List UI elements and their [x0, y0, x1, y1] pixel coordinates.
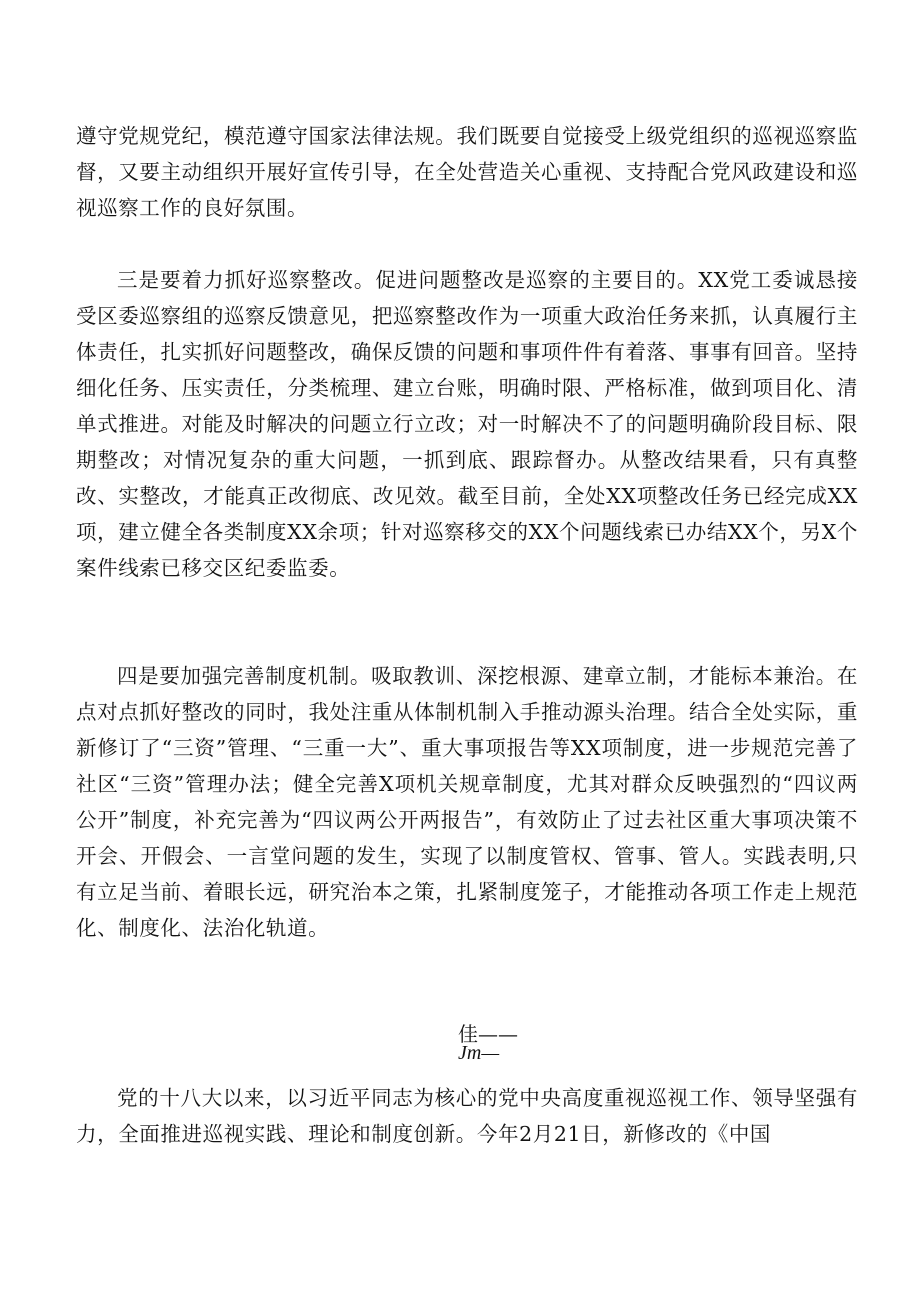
paragraph-institution: 四是要加强完善制度机制。吸取教训、深挖根源、建章立制，才能标本兼治。在点对点抓好整改的同时，我处注重从体制机制入手推动源头治理。结合全处实际，重新修订了“三资”管理、“三重一大”、重大事项报告等XX项制度，进一步规范完善了社区“三资”管理办法；健全完善X项机关规章制度，尤其对群众反映强烈的“四议两公开”制度，补充完善为“四议两公开两报告”，有效防止了过去社区重大事项决策不开会、开假会、一言堂问题的发生，实现了以制度管权、管事、管人。实践表明,只有立足当前、着眼长远，研究治本之策，扎紧制度笼子，才能推动各项工作走上规范化、制度化、法治化轨道。	[76, 664, 858, 940]
paragraph-inspection-intro: 党的十八大以来，以习近平同志为核心的党中央高度重视巡视工作、领导坚强有力，全面推进巡视实践、理论和制度创新。今年2月21日，新修改的《中国	[76, 1086, 858, 1146]
section-mark-1: 佳——	[458, 1022, 518, 1046]
paragraph-continuation: 遵守党规党纪，模范遵守国家法律法规。我们既要自觉接受上级党组织的巡视巡察监督，又要主动组织开展好宣传引导，在全处营造关心重视、支持配合党风政建设和巡视巡察工作的良好氛围。	[76, 124, 858, 220]
paragraph-rectification: 三是要着力抓好巡察整改。促进问题整改是巡察的主要目的。XX党工委诚恳接受区委巡察组的巡察反馈意见，把巡察整改作为一项重大政治任务来抓，认真履行主体责任，扎实抓好问题整改，确保反馈的问题和事项件件有着落、事事有回音。坚持细化任务、压实责任，分类梳理、建立台账，明确时限、严格标准，做到项目化、清单式推进。对能及时解决的问题立行立改；对一时解决不了的问题明确阶段目标、限期整改；对情况复杂的重大问题，一抓到底、跟踪督办。从整改结果看，只有真整改、实整改，才能真正改彻底、改见效。截至目前，全处XX项整改任务已经完成XX项，建立健全各类制度XX余项；针对巡察移交的XX个问题线索已办结XX个，另X个案件线索已移交区纪委监委。	[76, 268, 858, 580]
section-mark-2: Jm—	[458, 1042, 500, 1064]
